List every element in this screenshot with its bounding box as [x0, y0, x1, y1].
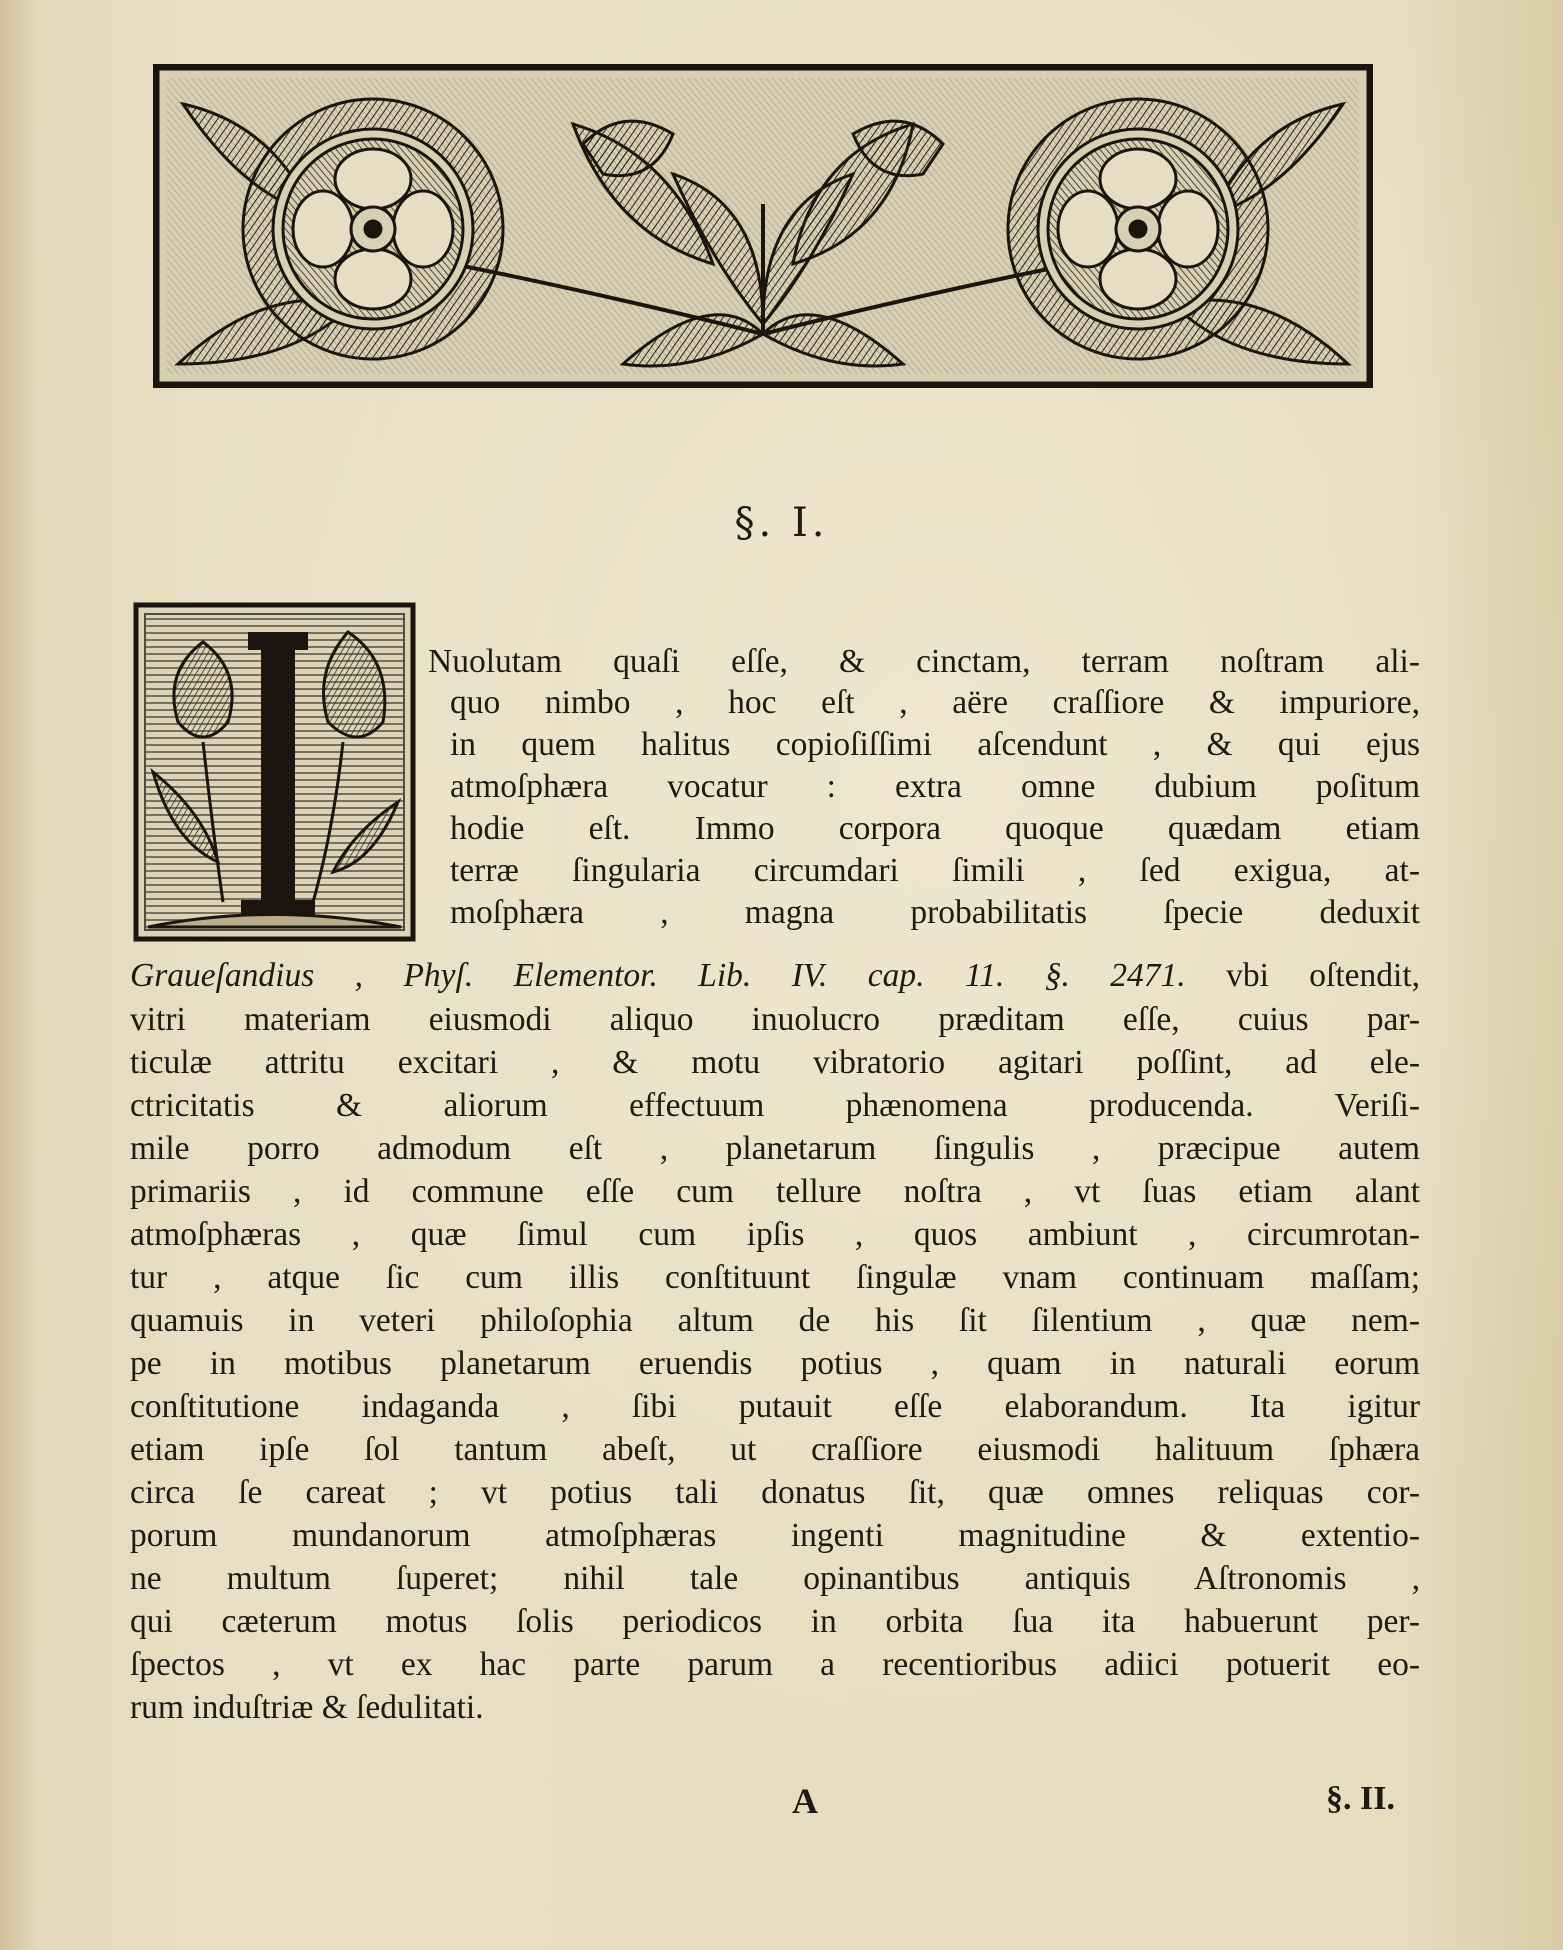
- text-line: qui cæterum motus ſolis periodicos in orbita ſua ita habuerunt per-: [130, 1603, 1420, 1640]
- text-line: pe in motibus planetarum eruendis potius , quam in naturali eorum: [130, 1345, 1420, 1382]
- text-line: mile porro admodum eſt , planetarum ſingulis , præcipue autem: [130, 1130, 1420, 1167]
- text-line: atmoſphæras , quæ ſimul cum ipſis , quos ambiunt , circumrotan-: [130, 1216, 1420, 1253]
- signature-mark: A: [792, 1781, 818, 1821]
- text-line: quamuis in veteri philoſophia altum de his ſit ſilentium , quæ nem-: [130, 1302, 1420, 1339]
- text-line: porum mundanorum atmoſphæras ingenti magnitudine & extentio-: [130, 1517, 1420, 1554]
- text-line: moſphæra , magna probabilitatis ſpecie deduxit: [450, 894, 1420, 931]
- text-line: circa ſe careat ; vt potius tali donatus ſit, quæ omnes reliquas cor-: [130, 1474, 1420, 1511]
- text-line: vitri materiam eiusmodi aliquo inuolucro præditam eſſe, cuius par-: [130, 1001, 1420, 1038]
- citation-continuation: vbi oſtendit,: [1185, 957, 1421, 994]
- text-line: tur , atque ſic cum illis conſtituunt ſingulæ vnam continuam maſſam;: [130, 1259, 1420, 1296]
- text-line: terræ ſingularia circumdari ſimili , ſed exigua, at-: [450, 852, 1420, 889]
- text-line: Nuolutam quaſi eſſe, & cinctam, terram noſtram ali-: [428, 643, 1420, 680]
- text-line: in quem halitus copioſiſſimi aſcendunt , & qui ejus: [450, 726, 1420, 763]
- catchword: §. II.: [1326, 1780, 1395, 1817]
- text-line: conſtitutione indaganda , ſibi putauit eſſe elaborandum. Ita igitur: [130, 1388, 1420, 1425]
- citation-line: [130, 956, 1420, 996]
- text-line: ticulæ attritu excitari , & motu vibratorio agitari poſſint, ad ele-: [130, 1044, 1420, 1081]
- text-line: atmoſphæra vocatur : extra omne dubium poſitum: [450, 768, 1420, 805]
- text-line: primariis , id commune eſſe cum tellure noſtra , vt ſuas etiam alant: [130, 1173, 1420, 1210]
- text-line: etiam ipſe ſol tantum abeſt, ut craſſiore eiusmodi halituum ſphæra: [130, 1431, 1420, 1468]
- text-line: rum induſtriæ & ſedulitati.: [130, 1689, 484, 1726]
- text-line: ne multum ſuperet; nihil tale opinantibus antiquis Aſtronomis ,: [130, 1560, 1420, 1597]
- citation-reference: Graueſandius , Phyſ. Elementor. Lib. IV. cap. 11. §. 2471.: [130, 957, 1186, 994]
- text-line: quo nimbo , hoc eſt , aëre craſſiore & impuriore,: [450, 684, 1420, 721]
- text-line: ctricitatis & aliorum effectuum phænomena producenda. Veriſi-: [130, 1087, 1420, 1124]
- text-line: ſpectos , vt ex hac parte parum a recentioribus adiici potuerit eo-: [130, 1646, 1420, 1683]
- text-line: hodie eſt. Immo corpora quoque quædam etiam: [450, 810, 1420, 847]
- section-heading: §. I.: [734, 500, 829, 546]
